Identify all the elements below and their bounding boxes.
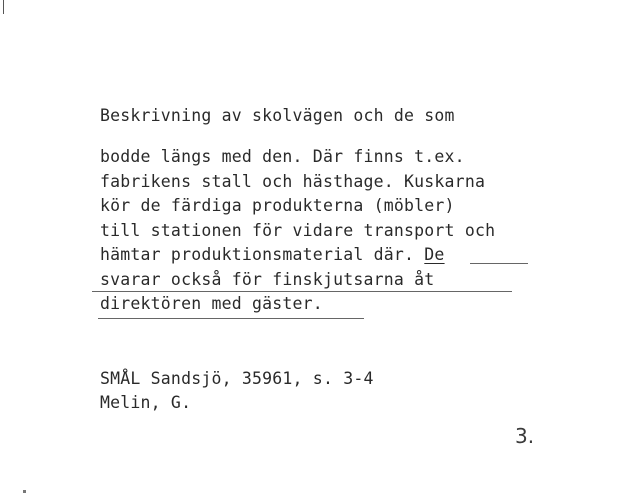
source-reference [100,367,374,415]
body-line [100,243,495,268]
body-line: svarar också för finskjutsarna åt [100,269,435,289]
card-heading: Beskrivning av skolvägen och de som [100,106,455,125]
corner-mark [23,490,26,493]
underline-rule [98,318,364,319]
body-line: direktören med gäster. [100,294,323,313]
body-line: kör de färdiga produkterna (möbler) [100,196,455,215]
underlined-word: De [424,245,445,264]
source-line: SMÅL Sandsjö, 35961, s. 3-4 [100,369,374,388]
underline-rule [470,263,528,264]
body-line: bodde längs med den. Där finns t.ex. [100,147,465,166]
page-number: 3. [515,424,535,448]
body-line: fabrikens stall och hästhage. Kuskarna [100,171,486,191]
body-line-text: hämtar produktionsmaterial där. [100,245,415,264]
underline-rule [92,291,512,292]
body-line: till stationen för vidare transport och [100,220,496,240]
source-line: Melin, G. [100,393,192,412]
card-edge-mark [3,0,4,14]
